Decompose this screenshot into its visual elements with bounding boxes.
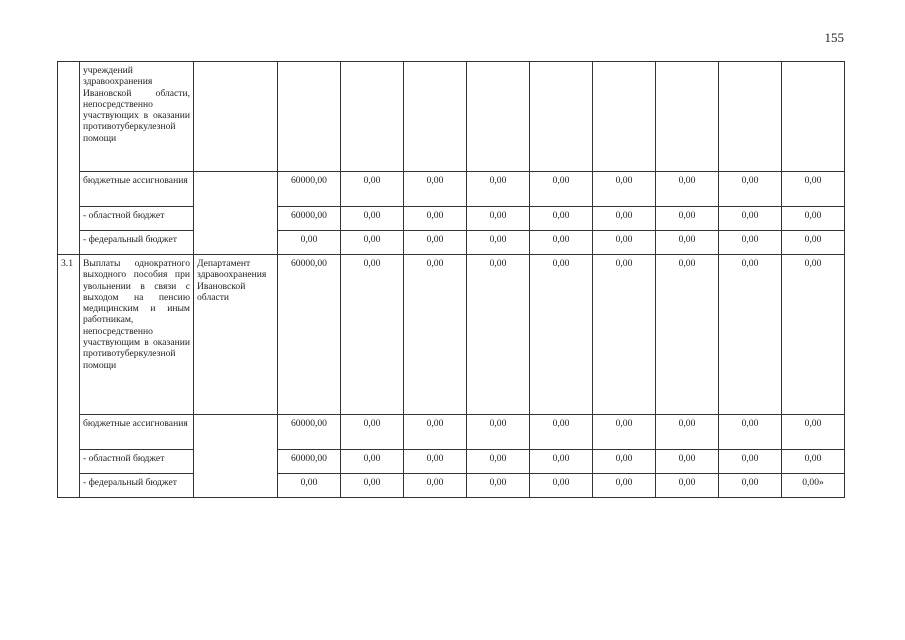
amount-cell: 0,00 (341, 450, 404, 474)
amount-cell: 0,00 (341, 231, 404, 255)
amount-cell: 0,00» (782, 474, 845, 498)
amount-cell: 0,00 (656, 255, 719, 415)
amount-cell: 0,00 (656, 415, 719, 450)
amount-cell: 0,00 (341, 255, 404, 415)
amount-cell: 0,00 (530, 415, 593, 450)
amount-cell: 0,00 (719, 231, 782, 255)
amount-cell: 0,00 (404, 231, 467, 255)
amount-cell: 0,00 (467, 415, 530, 450)
amount-cell: 0,00 (467, 474, 530, 498)
amount-cell: 0,00 (530, 207, 593, 231)
amount-cell: 0,00 (719, 450, 782, 474)
amount-cell: 0,00 (656, 207, 719, 231)
amount-cell: 0,00 (467, 207, 530, 231)
amount-cell: 0,00 (719, 415, 782, 450)
amount-cell (404, 62, 467, 172)
amount-cell (593, 62, 656, 172)
amount-cell: 0,00 (782, 450, 845, 474)
amount-cell: 0,00 (530, 172, 593, 207)
amount-cell: 0,00 (782, 415, 845, 450)
amount-cell: 0,00 (341, 207, 404, 231)
row-index (58, 62, 80, 255)
amount-cell: 0,00 (782, 231, 845, 255)
amount-cell: 0,00 (593, 231, 656, 255)
item-name: учреждений здравоохранения Ивановской области, непосредственно участвующих в оказании противотуберкулезной помощи (80, 62, 194, 172)
amount-cell (467, 62, 530, 172)
amount-cell: 0,00 (404, 172, 467, 207)
executor (194, 62, 278, 172)
amount-cell: 0,00 (719, 255, 782, 415)
amount-cell: 0,00 (467, 172, 530, 207)
amount-cell (278, 62, 341, 172)
table-row (58, 231, 845, 255)
executor: Департамент здравоохранения Ивановской области (194, 255, 278, 415)
amount-cell: 0,00 (530, 231, 593, 255)
amount-cell: 0,00 (404, 415, 467, 450)
amount-cell: 60000,00 (278, 415, 341, 450)
page-number: 155 (824, 30, 844, 45)
amount-cell: 0,00 (278, 231, 341, 255)
amount-cell: 0,00 (719, 172, 782, 207)
amount-cell: 0,00 (341, 172, 404, 207)
amount-cell: 0,00 (719, 474, 782, 498)
amount-cell: 0,00 (593, 450, 656, 474)
amount-cell: 0,00 (719, 207, 782, 231)
table-row (58, 172, 845, 207)
amount-cell: 0,00 (530, 450, 593, 474)
table-row (58, 62, 845, 172)
funding-source-label: - областной бюджет (80, 207, 194, 231)
amount-cell: 0,00 (467, 450, 530, 474)
table-row (58, 474, 845, 498)
amount-cell: 0,00 (593, 474, 656, 498)
amount-cell: 60000,00 (278, 450, 341, 474)
amount-cell: 0,00 (404, 474, 467, 498)
amount-cell: 0,00 (278, 474, 341, 498)
table-row (58, 207, 845, 231)
amount-cell: 0,00 (530, 474, 593, 498)
funding-source-label: - областной бюджет (80, 450, 194, 474)
amount-cell (530, 62, 593, 172)
amount-cell (341, 62, 404, 172)
item-name: Выплаты однократного выходного пособия при увольнении в связи с выходом на пенсию медицинским и иным работникам, непосредственно участвующим в оказании противотуберкулезной помощи (80, 255, 194, 415)
amount-cell: 0,00 (530, 255, 593, 415)
amount-cell: 0,00 (341, 415, 404, 450)
executor-merged (194, 415, 278, 498)
amount-cell: 60000,00 (278, 255, 341, 415)
executor-merged (194, 172, 278, 255)
budget-table (57, 61, 845, 498)
table-row (58, 255, 845, 415)
amount-cell: 0,00 (404, 450, 467, 474)
amount-cell: 0,00 (404, 207, 467, 231)
amount-cell: 0,00 (341, 474, 404, 498)
amount-cell: 0,00 (467, 255, 530, 415)
funding-source-label: бюджетные ассигнования (80, 172, 194, 207)
table-row (58, 450, 845, 474)
amount-cell: 0,00 (593, 172, 656, 207)
table-row (58, 415, 845, 450)
amount-cell: 0,00 (404, 255, 467, 415)
amount-cell: 0,00 (656, 474, 719, 498)
amount-cell: 60000,00 (278, 172, 341, 207)
amount-cell: 0,00 (782, 255, 845, 415)
amount-cell: 0,00 (593, 255, 656, 415)
amount-cell: 0,00 (656, 450, 719, 474)
amount-cell: 0,00 (467, 231, 530, 255)
amount-cell: 60000,00 (278, 207, 341, 231)
funding-source-label: - федеральный бюджет (80, 231, 194, 255)
amount-cell: 0,00 (593, 207, 656, 231)
amount-cell (719, 62, 782, 172)
amount-cell: 0,00 (593, 415, 656, 450)
amount-cell: 0,00 (656, 231, 719, 255)
amount-cell: 0,00 (782, 207, 845, 231)
row-index: 3.1 (58, 255, 80, 498)
amount-cell (656, 62, 719, 172)
amount-cell: 0,00 (782, 172, 845, 207)
amount-cell (782, 62, 845, 172)
funding-source-label: - федеральный бюджет (80, 474, 194, 498)
amount-cell: 0,00 (656, 172, 719, 207)
funding-source-label: бюджетные ассигнования (80, 415, 194, 450)
table-body (58, 62, 845, 498)
